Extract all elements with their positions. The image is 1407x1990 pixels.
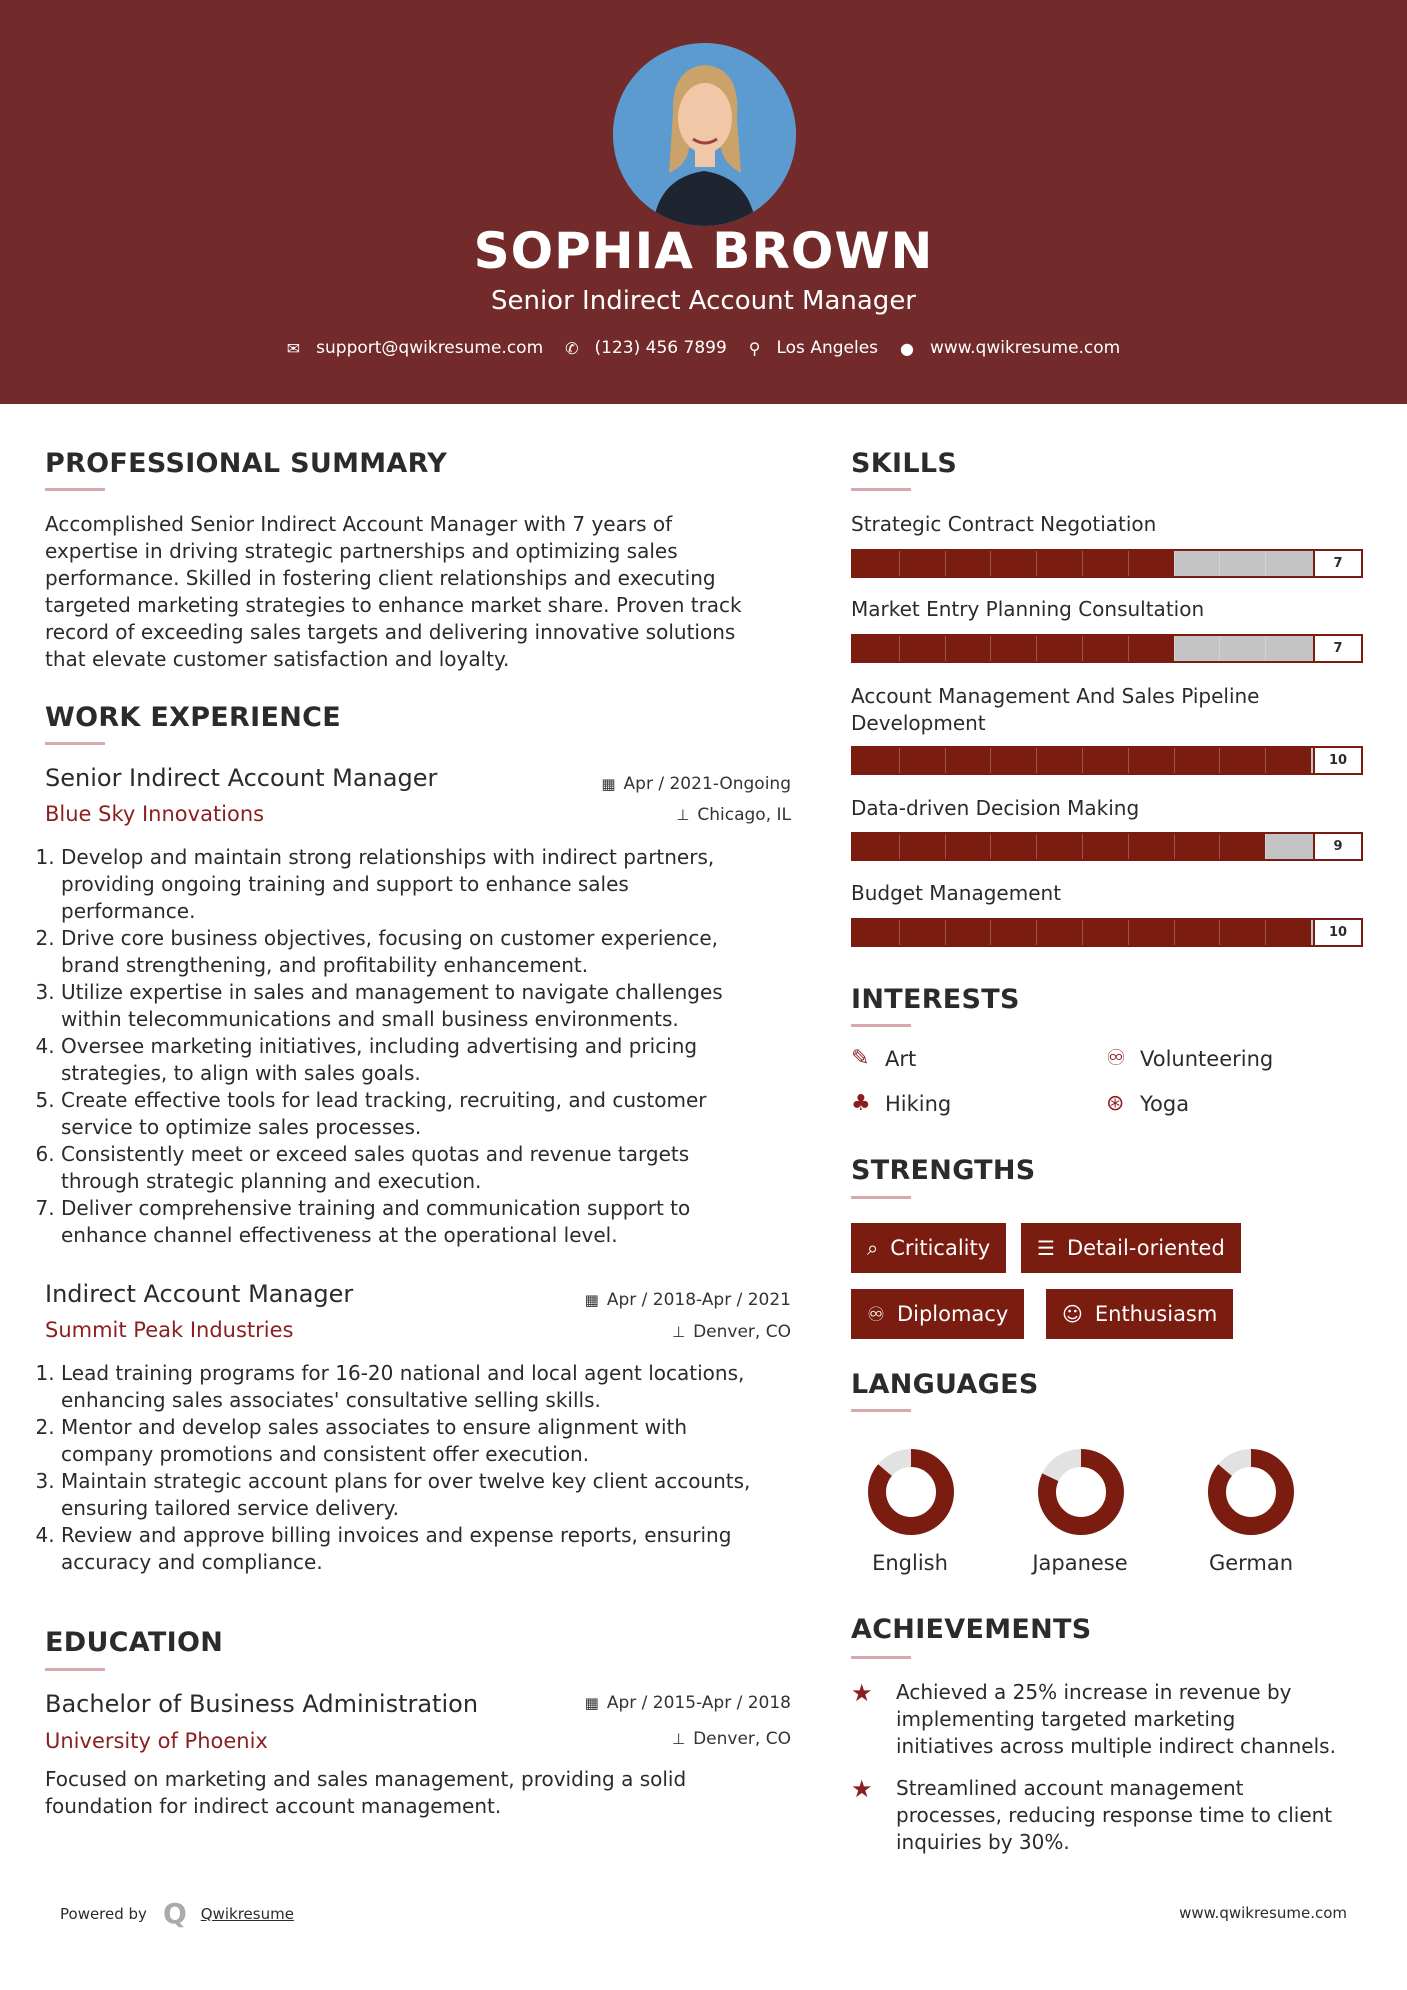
contact-location: ⚲ Los Angeles xyxy=(748,338,879,358)
skill-bar-tick xyxy=(990,636,991,661)
language-label: English xyxy=(872,1551,948,1575)
skill-name: Market Entry Planning Consultation xyxy=(851,597,1205,621)
skill-bar-tick xyxy=(1082,551,1083,576)
star-icon: ★ xyxy=(851,1775,873,1803)
handshake-icon: ♾ xyxy=(1106,1046,1126,1071)
globe-icon: ● xyxy=(900,338,914,358)
profile-photo xyxy=(613,43,796,226)
job-title: Indirect Account Manager xyxy=(45,1280,354,1308)
footer-brand-link[interactable]: Qwikresume xyxy=(200,1904,294,1923)
contact-phone[interactable]: ✆ (123) 456 7899 xyxy=(565,338,727,358)
school-name: University of Phoenix xyxy=(45,1729,268,1753)
qwikresume-logo-icon: Q xyxy=(162,1897,187,1930)
skill-bar-tick xyxy=(990,920,991,945)
handshake-icon: ♾ xyxy=(867,1302,885,1326)
skill-bar-tick xyxy=(899,636,900,661)
skill-bar-tick xyxy=(1219,920,1220,945)
calendar-icon: ▦ xyxy=(584,1694,599,1712)
calendar-icon: ▦ xyxy=(601,775,616,793)
lifering-icon: ⊛ xyxy=(1106,1091,1125,1116)
skill-bar-tick xyxy=(1219,748,1220,773)
skill-bar xyxy=(851,918,1363,947)
interest-item: ⊛ Yoga xyxy=(1106,1091,1190,1116)
skill-bar-tick xyxy=(1174,834,1175,859)
skill-bar-tick xyxy=(1036,920,1037,945)
phone-icon: ✆ xyxy=(565,338,579,358)
skill-bar-tick xyxy=(990,834,991,859)
list-item: 2. Drive core business objectives, focusing on customer experience, brand strengthening, and profitability enhancement. xyxy=(61,925,801,979)
education-location: ⊥ Denver, CO xyxy=(672,1729,791,1749)
smile-icon: ☺ xyxy=(1062,1302,1083,1326)
language-donut-japanese xyxy=(1047,1458,1115,1526)
skill-bar-tick xyxy=(1036,551,1037,576)
skill-bar-tick xyxy=(899,748,900,773)
skill-bar-tick xyxy=(1036,834,1037,859)
skills-heading: SKILLS xyxy=(851,448,958,479)
strength-badge: ☺ Enthusiasm xyxy=(1046,1289,1233,1339)
skill-bar-tick xyxy=(945,636,946,661)
strength-badge: ☰ Detail-oriented xyxy=(1021,1223,1241,1273)
job-title: Senior Indirect Account Manager xyxy=(45,764,438,792)
summary-heading: PROFESSIONAL SUMMARY xyxy=(45,448,448,479)
languages-heading: LANGUAGES xyxy=(851,1369,1039,1400)
candidate-name: SOPHIA BROWN xyxy=(473,222,934,280)
skills-underline xyxy=(851,488,911,491)
skill-bar-tick xyxy=(899,920,900,945)
job-location: ⊥ Denver, CO xyxy=(672,1322,791,1342)
strength-badge: ⌕ Criticality xyxy=(851,1223,1006,1273)
skill-bar-tick xyxy=(1265,636,1266,661)
education-description: Focused on marketing and sales management, providing a solid foundation for indirect account management. xyxy=(45,1767,687,1818)
skill-bar-tick xyxy=(990,748,991,773)
list-item: 6. Consistently meet or exceed sales quotas and revenue targets through strategic planning and execution. xyxy=(61,1141,801,1195)
education-heading: EDUCATION xyxy=(45,1627,224,1658)
pin-icon: ⊥ xyxy=(672,1730,686,1748)
skill-score: 7 xyxy=(1313,551,1361,576)
list-item: 4. Review and approve billing invoices and expense reports, ensuring accuracy and compliance. xyxy=(61,1522,801,1576)
interests-underline xyxy=(851,1024,911,1027)
skill-bar xyxy=(851,832,1363,861)
resume-header xyxy=(0,0,1407,404)
experience-underline xyxy=(45,742,105,745)
skill-bar-tick xyxy=(1128,551,1129,576)
skill-bar-tick xyxy=(1174,920,1175,945)
interest-item: ✎ Art xyxy=(851,1046,917,1071)
skill-bar-tick xyxy=(1265,834,1266,859)
skill-bar xyxy=(851,549,1363,578)
list-item: 5. Create effective tools for lead tracking, recruiting, and customer service to optimize sales processes. xyxy=(61,1087,801,1141)
skill-bar-tick xyxy=(1265,551,1266,576)
skill-bar-fill xyxy=(853,636,1174,661)
contact-email[interactable]: ✉ support@qwikresume.com xyxy=(286,338,544,358)
interests-heading: INTERESTS xyxy=(851,984,1020,1015)
language-label: German xyxy=(1208,1551,1294,1575)
map-marker-icon: ⚲ xyxy=(748,338,761,358)
skill-bar-tick xyxy=(1128,636,1129,661)
skill-bar-tick xyxy=(1128,834,1129,859)
languages-underline xyxy=(851,1409,911,1412)
company-name: Blue Sky Innovations xyxy=(45,802,265,826)
skill-score: 7 xyxy=(1313,636,1361,661)
summary-text: Accomplished Senior Indirect Account Manager with 7 years of expertise in driving strategic partnerships and optimizing sales performance. Skilled in fostering client relationships and executing targeted marketing strategies to enhance market share. Proven track record of exceeding sales targets and delivering innovative solutions that elevate customer satisfaction and loyalty. xyxy=(45,512,742,671)
list-item: 7. Deliver comprehensive training and communication support to enhance channel effectiveness at the operational level. xyxy=(61,1195,801,1249)
skill-bar-tick xyxy=(1219,834,1220,859)
skill-score: 10 xyxy=(1313,920,1361,945)
company-name: Summit Peak Industries xyxy=(45,1318,294,1342)
calendar-icon: ▦ xyxy=(584,1291,599,1309)
search-icon: ⌕ xyxy=(867,1236,879,1260)
footer-url[interactable]: www.qwikresume.com xyxy=(1179,1904,1347,1922)
language-label: Japanese xyxy=(1032,1551,1128,1575)
pin-icon: ⊥ xyxy=(672,1323,686,1341)
contact-website[interactable]: ● www.qwikresume.com xyxy=(900,338,1121,358)
tree-icon: ♣ xyxy=(851,1091,871,1116)
language-donut-german xyxy=(1217,1458,1285,1526)
star-icon: ★ xyxy=(851,1679,873,1707)
contact-bar xyxy=(0,338,1407,358)
candidate-title: Senior Indirect Account Manager xyxy=(490,286,916,316)
interest-item: ♾ Volunteering xyxy=(1106,1046,1274,1071)
skill-score: 9 xyxy=(1313,834,1361,859)
skill-bar-tick xyxy=(1219,636,1220,661)
list-item: 4. Oversee marketing initiatives, including advertising and pricing strategies, to align with sales goals. xyxy=(61,1033,801,1087)
skill-bar-tick xyxy=(1128,920,1129,945)
summary-underline xyxy=(45,488,105,491)
skill-bar-tick xyxy=(945,920,946,945)
skill-name: Account Management And Sales Pipeline Development xyxy=(851,684,1260,735)
skill-bar-tick xyxy=(1174,748,1175,773)
skill-bar-tick xyxy=(945,834,946,859)
skill-bar-tick xyxy=(899,834,900,859)
education-underline xyxy=(45,1668,105,1671)
skill-bar-tick xyxy=(1082,636,1083,661)
degree-title: Bachelor of Business Administration xyxy=(45,1690,479,1718)
list-item: 2. Mentor and develop sales associates to ensure alignment with company promotions and consistent offer execution. xyxy=(61,1414,801,1468)
interest-item: ♣ Hiking xyxy=(851,1091,952,1116)
job-dates: ▦ Apr / 2018-Apr / 2021 xyxy=(584,1290,791,1310)
language-donut-english xyxy=(877,1458,945,1526)
list-item: 1. Develop and maintain strong relationships with indirect partners, providing ongoing training and support to enhance sales performance. xyxy=(61,844,801,925)
strengths-heading: STRENGTHS xyxy=(851,1155,1036,1186)
skill-bar-fill xyxy=(853,834,1265,859)
list-item: 3. Utilize expertise in sales and management to navigate challenges within telecommunications and small business environments. xyxy=(61,979,801,1033)
skill-bar-tick xyxy=(1082,834,1083,859)
skill-bar-tick xyxy=(1174,636,1175,661)
achievement-item: ★ Streamlined account management processes, reducing response time to client inquiries by 30%. xyxy=(851,1775,1333,1854)
skill-bar-tick xyxy=(899,551,900,576)
skill-bar xyxy=(851,746,1363,775)
job-dates: ▦ Apr / 2021-Ongoing xyxy=(601,774,791,794)
skill-name: Strategic Contract Negotiation xyxy=(851,512,1157,536)
skill-score: 10 xyxy=(1313,748,1361,773)
job-bullets xyxy=(41,844,801,1249)
achievement-item: ★ Achieved a 25% increase in revenue by implementing targeted marketing initiatives across multiple indirect channels. xyxy=(851,1679,1336,1758)
envelope-icon: ✉ xyxy=(286,338,301,358)
skill-bar-tick xyxy=(1036,636,1037,661)
skill-bar-tick xyxy=(1082,920,1083,945)
list-item: 3. Maintain strategic account plans for over twelve key client accounts, ensuring tailored service delivery. xyxy=(61,1468,801,1522)
skill-bar-tick xyxy=(1219,551,1220,576)
list-icon: ☰ xyxy=(1037,1236,1055,1260)
skill-bar-tick xyxy=(1036,748,1037,773)
skill-bar-tick xyxy=(1082,748,1083,773)
skill-bar-tick xyxy=(1265,748,1266,773)
strengths-underline xyxy=(851,1196,911,1199)
skill-bar xyxy=(851,634,1363,663)
skill-bar-tick xyxy=(945,551,946,576)
list-item: 1. Lead training programs for 16-20 national and local agent locations, enhancing sales associates' consultative selling skills. xyxy=(61,1360,801,1414)
strength-badge: ♾ Diplomacy xyxy=(851,1289,1024,1339)
skill-bar-tick xyxy=(1174,551,1175,576)
footer-powered-by: Powered by Q Qwikresume xyxy=(60,1897,294,1930)
experience-heading: WORK EXPERIENCE xyxy=(45,702,341,733)
skill-name: Data-driven Decision Making xyxy=(851,796,1140,820)
skill-bar-fill xyxy=(853,551,1174,576)
job-location: ⊥ Chicago, IL xyxy=(676,805,791,825)
skill-bar-tick xyxy=(1128,748,1129,773)
achievements-heading: ACHIEVEMENTS xyxy=(851,1614,1092,1645)
skill-bar-tick xyxy=(945,748,946,773)
skill-name: Budget Management xyxy=(851,881,1062,905)
pin-icon: ⊥ xyxy=(676,806,690,824)
education-dates: ▦ Apr / 2015-Apr / 2018 xyxy=(584,1693,791,1713)
achievements-underline xyxy=(851,1656,911,1659)
job-bullets xyxy=(41,1360,801,1576)
skill-bar-tick xyxy=(1265,920,1266,945)
paintbrush-icon: ✎ xyxy=(851,1046,870,1071)
skill-bar-tick xyxy=(990,551,991,576)
